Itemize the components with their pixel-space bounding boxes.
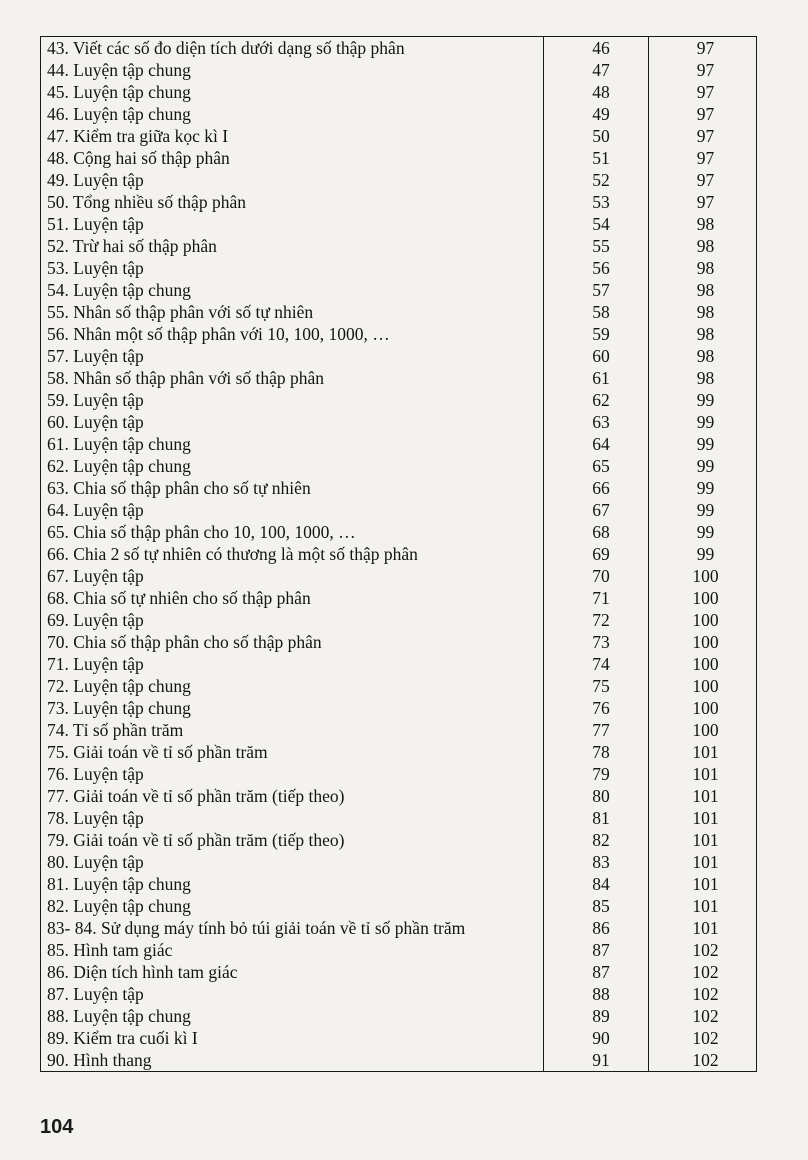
table-row	[41, 389, 757, 411]
lesson-page: 57	[544, 279, 649, 301]
answer-page: 97	[649, 103, 757, 125]
answer-page: 102	[649, 961, 757, 983]
answer-page: 99	[649, 477, 757, 499]
lesson-page: 69	[544, 543, 649, 565]
lesson-page: 74	[544, 653, 649, 675]
lesson-title: 64. Luyện tập	[41, 499, 544, 521]
table-row	[41, 829, 757, 851]
answer-page: 100	[649, 631, 757, 653]
table-row	[41, 477, 757, 499]
lesson-title: 55. Nhân số thập phân với số tự nhiên	[41, 301, 544, 323]
table-row	[41, 763, 757, 785]
lesson-page: 84	[544, 873, 649, 895]
table-row	[41, 719, 757, 741]
table-row	[41, 59, 757, 81]
table-row	[41, 37, 757, 60]
lesson-title: 53. Luyện tập	[41, 257, 544, 279]
answer-page: 102	[649, 983, 757, 1005]
lesson-title: 47. Kiểm tra giữa kọc kì I	[41, 125, 544, 147]
answer-page: 99	[649, 543, 757, 565]
lesson-title: 88. Luyện tập chung	[41, 1005, 544, 1027]
answer-page: 98	[649, 301, 757, 323]
answer-page: 98	[649, 257, 757, 279]
table-row	[41, 279, 757, 301]
lesson-page: 76	[544, 697, 649, 719]
lesson-title: 83- 84. Sử dụng máy tính bỏ túi giải toán về tỉ số phần trăm	[41, 917, 544, 939]
lesson-title: 46. Luyện tập chung	[41, 103, 544, 125]
answer-page: 102	[649, 1005, 757, 1027]
table-row	[41, 631, 757, 653]
answer-page: 101	[649, 873, 757, 895]
answer-page: 102	[649, 939, 757, 961]
lesson-page: 73	[544, 631, 649, 653]
lesson-page: 56	[544, 257, 649, 279]
lesson-title: 68. Chia số tự nhiên cho số thập phân	[41, 587, 544, 609]
lesson-page: 64	[544, 433, 649, 455]
answer-page: 99	[649, 411, 757, 433]
lesson-title: 63. Chia số thập phân cho số tự nhiên	[41, 477, 544, 499]
lesson-page: 50	[544, 125, 649, 147]
answer-page: 100	[649, 653, 757, 675]
table-row	[41, 653, 757, 675]
answer-page: 97	[649, 81, 757, 103]
lesson-title: 79. Giải toán về tỉ số phần trăm (tiếp theo)	[41, 829, 544, 851]
lesson-page: 51	[544, 147, 649, 169]
lesson-title: 69. Luyện tập	[41, 609, 544, 631]
lesson-page: 87	[544, 939, 649, 961]
table-row	[41, 499, 757, 521]
lesson-page: 82	[544, 829, 649, 851]
answer-page: 97	[649, 147, 757, 169]
lesson-page: 46	[544, 37, 649, 60]
answer-page: 98	[649, 367, 757, 389]
lesson-title: 82. Luyện tập chung	[41, 895, 544, 917]
lesson-title: 85. Hình tam giác	[41, 939, 544, 961]
lesson-title: 72. Luyện tập chung	[41, 675, 544, 697]
lesson-page: 75	[544, 675, 649, 697]
answer-page: 99	[649, 521, 757, 543]
answer-page: 101	[649, 917, 757, 939]
table-row	[41, 213, 757, 235]
answer-page: 97	[649, 59, 757, 81]
table-row	[41, 609, 757, 631]
table-row	[41, 939, 757, 961]
table-row	[41, 235, 757, 257]
page-number: 104	[40, 1116, 74, 1138]
lesson-page: 71	[544, 587, 649, 609]
answer-page: 101	[649, 851, 757, 873]
table-row	[41, 125, 757, 147]
answer-page: 98	[649, 235, 757, 257]
lesson-page: 72	[544, 609, 649, 631]
lesson-page: 78	[544, 741, 649, 763]
lesson-title: 61. Luyện tập chung	[41, 433, 544, 455]
table-row	[41, 367, 757, 389]
lesson-page: 62	[544, 389, 649, 411]
answer-page: 98	[649, 213, 757, 235]
table-row	[41, 851, 757, 873]
lesson-page: 68	[544, 521, 649, 543]
lesson-title: 87. Luyện tập	[41, 983, 544, 1005]
toc-body	[41, 37, 757, 1072]
table-row	[41, 521, 757, 543]
table-row	[41, 917, 757, 939]
table-row	[41, 433, 757, 455]
lesson-title: 51. Luyện tập	[41, 213, 544, 235]
table-row	[41, 81, 757, 103]
answer-page: 97	[649, 37, 757, 60]
lesson-page: 53	[544, 191, 649, 213]
table-row	[41, 675, 757, 697]
lesson-title: 89. Kiểm tra cuối kì I	[41, 1027, 544, 1049]
lesson-page: 58	[544, 301, 649, 323]
lesson-page: 59	[544, 323, 649, 345]
answer-page: 100	[649, 697, 757, 719]
lesson-page: 85	[544, 895, 649, 917]
table-row	[41, 1049, 757, 1072]
lesson-page: 60	[544, 345, 649, 367]
table-row	[41, 257, 757, 279]
table-row	[41, 323, 757, 345]
table-row	[41, 785, 757, 807]
table-row	[41, 103, 757, 125]
table-row	[41, 895, 757, 917]
table-row	[41, 411, 757, 433]
table-row	[41, 741, 757, 763]
table-row	[41, 301, 757, 323]
lesson-page: 66	[544, 477, 649, 499]
lesson-title: 60. Luyện tập	[41, 411, 544, 433]
answer-page: 100	[649, 565, 757, 587]
lesson-page: 52	[544, 169, 649, 191]
answer-page: 99	[649, 499, 757, 521]
lesson-title: 56. Nhân một số thập phân với 10, 100, 1000, …	[41, 323, 544, 345]
lesson-title: 54. Luyện tập chung	[41, 279, 544, 301]
table-row	[41, 543, 757, 565]
table-row	[41, 147, 757, 169]
lesson-page: 79	[544, 763, 649, 785]
lesson-title: 73. Luyện tập chung	[41, 697, 544, 719]
lesson-title: 78. Luyện tập	[41, 807, 544, 829]
lesson-title: 66. Chia 2 số tự nhiên có thương là một số thập phân	[41, 543, 544, 565]
lesson-page: 48	[544, 81, 649, 103]
lesson-page: 77	[544, 719, 649, 741]
table-row	[41, 345, 757, 367]
answer-page: 99	[649, 389, 757, 411]
lesson-title: 50. Tổng nhiều số thập phân	[41, 191, 544, 213]
answer-page: 97	[649, 169, 757, 191]
answer-page: 97	[649, 191, 757, 213]
lesson-page: 80	[544, 785, 649, 807]
lesson-title: 80. Luyện tập	[41, 851, 544, 873]
lesson-page: 63	[544, 411, 649, 433]
table-row	[41, 807, 757, 829]
lesson-title: 75. Giải toán về tỉ số phần trăm	[41, 741, 544, 763]
lesson-title: 90. Hình thang	[41, 1049, 544, 1072]
table-row	[41, 191, 757, 213]
answer-page: 99	[649, 433, 757, 455]
lesson-title: 67. Luyện tập	[41, 565, 544, 587]
lesson-page: 87	[544, 961, 649, 983]
lesson-page: 49	[544, 103, 649, 125]
lesson-title: 86. Diện tích hình tam giác	[41, 961, 544, 983]
answer-page: 102	[649, 1027, 757, 1049]
answer-page: 101	[649, 763, 757, 785]
answer-page: 100	[649, 587, 757, 609]
lesson-page: 54	[544, 213, 649, 235]
lesson-page: 55	[544, 235, 649, 257]
answer-page: 100	[649, 609, 757, 631]
answer-page: 98	[649, 345, 757, 367]
answer-page: 98	[649, 279, 757, 301]
lesson-title: 49. Luyện tập	[41, 169, 544, 191]
lesson-page: 90	[544, 1027, 649, 1049]
answer-page: 98	[649, 323, 757, 345]
table-row	[41, 455, 757, 477]
lesson-title: 71. Luyện tập	[41, 653, 544, 675]
answer-page: 97	[649, 125, 757, 147]
lesson-page: 88	[544, 983, 649, 1005]
lesson-page: 67	[544, 499, 649, 521]
answer-page: 101	[649, 785, 757, 807]
lesson-page: 91	[544, 1049, 649, 1072]
lesson-title: 59. Luyện tập	[41, 389, 544, 411]
table-of-contents	[40, 36, 757, 1072]
answer-page: 101	[649, 829, 757, 851]
lesson-title: 58. Nhân số thập phân với số thập phân	[41, 367, 544, 389]
lesson-title: 70. Chia số thập phân cho số thập phân	[41, 631, 544, 653]
table-row	[41, 1027, 757, 1049]
lesson-page: 61	[544, 367, 649, 389]
table-row	[41, 169, 757, 191]
lesson-title: 81. Luyện tập chung	[41, 873, 544, 895]
lesson-title: 77. Giải toán về tỉ số phần trăm (tiếp theo)	[41, 785, 544, 807]
lesson-page: 83	[544, 851, 649, 873]
table-row	[41, 587, 757, 609]
lesson-title: 43. Viết các số đo diện tích dưới dạng số thập phân	[41, 37, 544, 60]
table-row	[41, 565, 757, 587]
lesson-page: 65	[544, 455, 649, 477]
table-row	[41, 1005, 757, 1027]
table-row	[41, 961, 757, 983]
lesson-title: 62. Luyện tập chung	[41, 455, 544, 477]
lesson-page: 81	[544, 807, 649, 829]
lesson-title: 52. Trừ hai số thập phân	[41, 235, 544, 257]
lesson-title: 44. Luyện tập chung	[41, 59, 544, 81]
lesson-page: 86	[544, 917, 649, 939]
answer-page: 100	[649, 719, 757, 741]
answer-page: 101	[649, 895, 757, 917]
lesson-page: 47	[544, 59, 649, 81]
answer-page: 100	[649, 675, 757, 697]
lesson-title: 74. Tỉ số phần trăm	[41, 719, 544, 741]
answer-page: 102	[649, 1049, 757, 1072]
lesson-title: 76. Luyện tập	[41, 763, 544, 785]
table-row	[41, 983, 757, 1005]
table-row	[41, 697, 757, 719]
answer-page: 101	[649, 807, 757, 829]
lesson-page: 70	[544, 565, 649, 587]
table-row	[41, 873, 757, 895]
lesson-title: 45. Luyện tập chung	[41, 81, 544, 103]
lesson-title: 65. Chia số thập phân cho 10, 100, 1000, …	[41, 521, 544, 543]
answer-page: 99	[649, 455, 757, 477]
lesson-title: 48. Cộng hai số thập phân	[41, 147, 544, 169]
lesson-title: 57. Luyện tập	[41, 345, 544, 367]
answer-page: 101	[649, 741, 757, 763]
lesson-page: 89	[544, 1005, 649, 1027]
